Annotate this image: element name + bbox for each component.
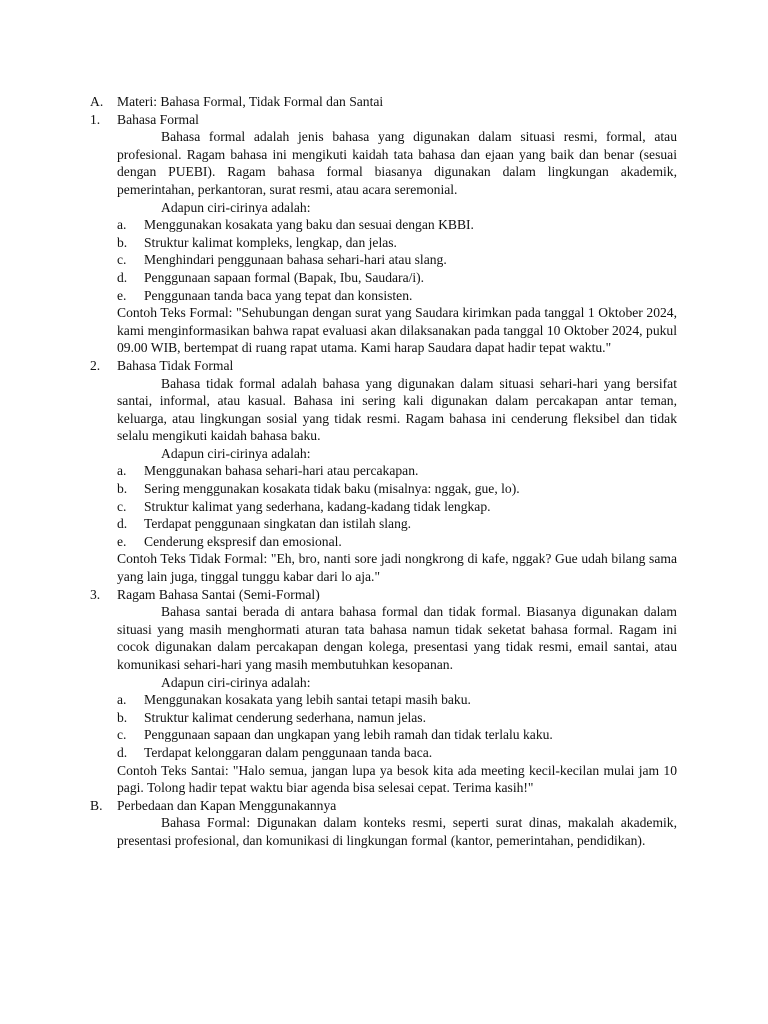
item-1-marker: 1.	[90, 111, 101, 127]
list-item	[0, 709, 677, 727]
list-marker: d.	[117, 744, 128, 760]
item-1-title: Bahasa Formal	[117, 111, 199, 127]
item-1-example: Contoh Teks Formal: "Sehubungan dengan surat yang Saudara kirimkan pada tanggal 1 Oktober 2024, kami menginformasikan bahwa rapat evaluasi akan dilaksanakan pada tanggal 10 Oktober 2024, pukul 09.00 WIB, bertempat di ruang rapat utama. Kami harap Saudara dapat hadir tepat waktu."	[117, 305, 677, 356]
list-text: Penggunaan sapaan formal (Bapak, Ibu, Saudara/i).	[144, 269, 425, 285]
item-2-example: Contoh Teks Tidak Formal: "Eh, bro, nanti sore jadi nongkrong di kafe, nggak? Gue udah bilang sama yang lain juga, tinggal tunggu kabar dari lo aja."	[117, 551, 677, 585]
list-marker: e.	[117, 287, 127, 303]
list-text: Struktur kalimat yang sederhana, kadang-kadang tidak lengkap.	[144, 498, 491, 514]
list-text: Menggunakan kosakata yang baku dan sesuai dengan KBBI.	[144, 217, 474, 233]
list-item	[0, 287, 677, 305]
list-marker: b.	[117, 709, 128, 725]
list-item	[0, 498, 677, 516]
list-text: Menghindari penggunaan bahasa sehari-hari atau slang.	[144, 252, 447, 268]
item-2-title: Bahasa Tidak Formal	[117, 357, 234, 373]
list-marker: b.	[117, 481, 128, 497]
list-text: Terdapat kelonggaran dalam penggunaan tanda baca.	[144, 744, 433, 760]
list-text: Terdapat penggunaan singkatan dan istilah slang.	[144, 516, 412, 532]
item-3-heading	[0, 586, 677, 604]
section-b-marker: B.	[90, 797, 103, 813]
list-marker: a.	[117, 463, 127, 479]
section-b-heading	[0, 797, 677, 815]
item-3-example: Contoh Teks Santai: "Halo semua, jangan lupa ya besok kita ada meeting kecil-kecilan mulai jam 10 pagi. Tolong hadir tepat waktu biar agenda bisa selesai cepat. Terima kasih!"	[117, 762, 677, 796]
section-a-heading	[0, 93, 677, 111]
list-text: Struktur kalimat kompleks, lengkap, dan jelas.	[144, 234, 397, 250]
list-text: Cenderung ekspresif dan emosional.	[144, 533, 342, 549]
list-item	[0, 269, 677, 287]
item-2-paragraph: Bahasa tidak formal adalah bahasa yang digunakan dalam situasi sehari-hari yang bersifat santai, informal, atau kasual. Bahasa ini sering kali digunakan dalam percakapan antar teman, keluarga, atau lingkungan sosial yang tidak resmi. Ragam bahasa ini cenderung fleksibel dan tidak selalu mengikuti kaidah bahasa baku.	[117, 375, 677, 444]
list-marker: a.	[117, 217, 127, 233]
section-a-marker: A.	[90, 94, 104, 109]
list-marker: a.	[117, 692, 127, 708]
list-item	[0, 691, 677, 709]
list-marker: e.	[117, 533, 127, 549]
list-item	[0, 726, 677, 744]
list-item	[0, 251, 677, 269]
item-3-title: Ragam Bahasa Santai (Semi-Formal)	[117, 586, 320, 602]
list-text: Penggunaan sapaan dan ungkapan yang lebih ramah dan tidak terlalu kaku.	[144, 727, 553, 743]
list-text: Menggunakan kosakata yang lebih santai tetapi masih baku.	[144, 692, 471, 708]
item-1-heading	[0, 111, 677, 129]
list-text: Struktur kalimat cenderung sederhana, namun jelas.	[144, 709, 426, 725]
list-item	[0, 480, 677, 498]
list-marker: c.	[117, 252, 127, 268]
list-text: Penggunaan tanda baca yang tepat dan konsisten.	[144, 287, 413, 303]
item-1-paragraph: Bahasa formal adalah jenis bahasa yang digunakan dalam situasi resmi, formal, atau profesional. Ragam bahasa ini mengikuti kaidah tata bahasa dan ejaan yang baik dan benar (sesuai dengan PUEBI). Ragam bahasa formal biasanya digunakan dalam lingkungan akademik, pemerintahan, perkantoran, surat resmi, atau acara seremonial.	[117, 129, 677, 197]
list-item	[0, 216, 677, 234]
item-2-marker: 2.	[90, 357, 101, 373]
item-3-intro: Adapun ciri-cirinya adalah:	[161, 674, 311, 690]
list-item	[0, 234, 677, 252]
item-2-heading	[0, 357, 677, 375]
list-marker: d.	[117, 516, 128, 532]
list-item	[0, 515, 677, 533]
section-a-title: Materi: Bahasa Formal, Tidak Formal dan Santai	[117, 94, 384, 109]
section-b-paragraph: Bahasa Formal: Digunakan dalam konteks resmi, seperti surat dinas, makalah akademik, presentasi profesional, dan komunikasi di lingkungan formal (kantor, pemerintahan, pendidikan).	[117, 815, 677, 848]
list-marker: c.	[117, 727, 127, 743]
list-marker: c.	[117, 498, 127, 514]
list-marker: b.	[117, 234, 128, 250]
item-3-paragraph: Bahasa santai berada di antara bahasa formal dan tidak formal. Biasanya digunakan dalam situasi yang masih menghormati aturan tata bahasa namun tidak seketat bahasa formal. Ragam ini cocok digunakan dalam percakapan dengan kolega, presentasi yang tidak resmi, email santai, atau komunikasi sehari-hari yang masih membutuhkan kesopanan.	[117, 604, 677, 672]
item-3-marker: 3.	[90, 586, 101, 602]
item-2-intro: Adapun ciri-cirinya adalah:	[161, 445, 311, 461]
list-item	[0, 462, 677, 480]
list-text: Menggunakan bahasa sehari-hari atau percakapan.	[144, 463, 419, 479]
item-1-intro: Adapun ciri-cirinya adalah:	[161, 199, 311, 215]
document-page	[0, 93, 768, 850]
list-text: Sering menggunakan kosakata tidak baku (misalnya: nggak, gue, lo).	[144, 481, 520, 497]
list-marker: d.	[117, 269, 128, 285]
list-item	[0, 744, 677, 762]
section-b-title: Perbedaan dan Kapan Menggunakannya	[117, 797, 337, 813]
list-item	[0, 533, 677, 551]
